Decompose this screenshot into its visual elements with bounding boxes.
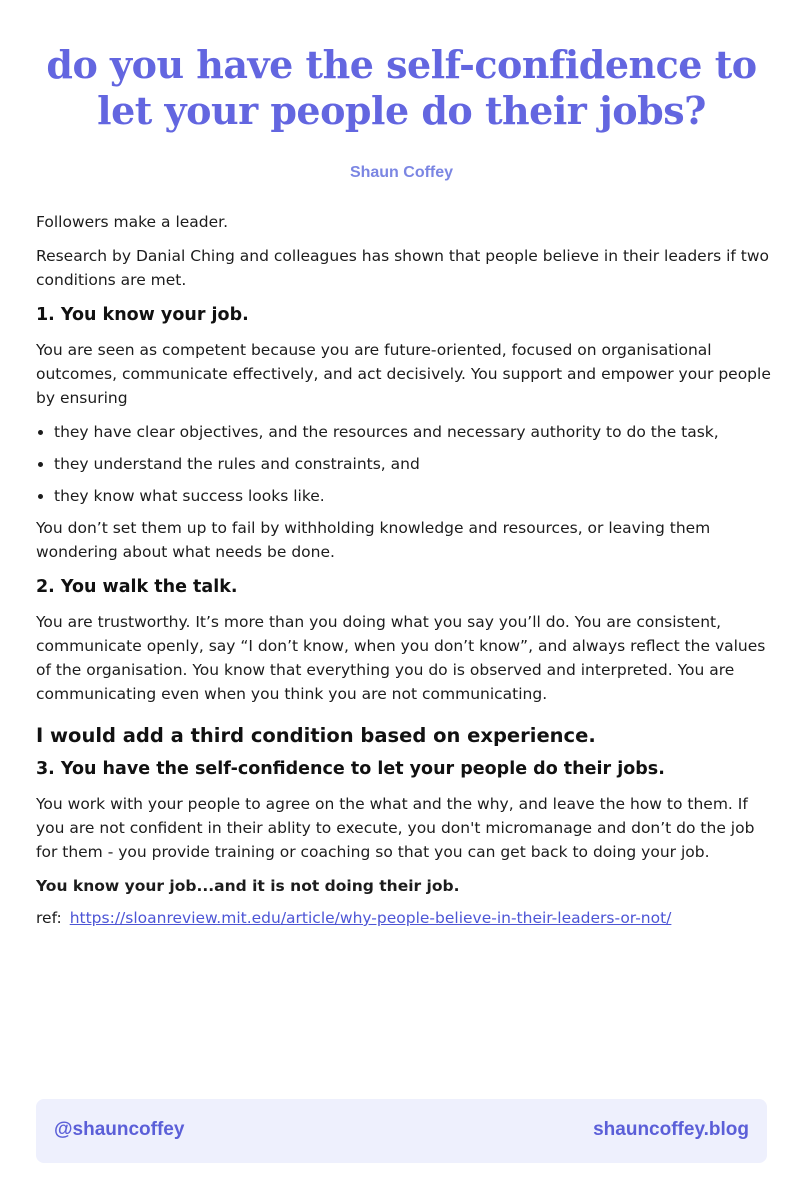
section-1-paragraph-1: You are seen as competent because you are future-oriented, focused on organisational outcomes, communicate effectively, and act decisively. You support and empower your people by ensuring [36, 341, 771, 407]
list-item: • they have clear objectives, and the resources and necessary authority to do the task, [54, 420, 776, 444]
intro-paragraph-1: Followers make a leader. [36, 213, 229, 231]
intro-paragraph-2: Research by Danial Ching and colleagues has shown that people believe in their leaders if two conditions are met. [36, 247, 770, 289]
third-condition-heading: I would add a third condition based on experience. [36, 724, 596, 747]
author-name: Shaun Coffey [349, 164, 454, 181]
reference-line [36, 906, 776, 930]
section-1-paragraph-2: You don’t set them up to fail by withholding knowledge and resources, or leaving them wondering about what needs be done. [36, 519, 711, 561]
page-title: do you have the self-confidence to let your people do their jobs? [46, 42, 757, 133]
section-3-heading: 3. You have the self-confidence to let your people do their jobs. [36, 759, 665, 779]
reference-label: ref: [36, 909, 62, 927]
section-3-paragraph: You work with your people to agree on the what and the why, and leave the how to them. If you are not confident in their ablity to execute, you don't micromanage and don’t do the job for them - you provide training or coaching so that you can get back to doing your job. [36, 795, 755, 861]
social-handle: @shauncoffey [54, 1119, 185, 1140]
list-item: • they know what success looks like. [54, 484, 776, 508]
footer-bar [36, 1099, 767, 1163]
article-body [36, 210, 776, 940]
section-1-bullet-list [36, 420, 776, 508]
blog-url: shauncoffey.blog [593, 1119, 749, 1140]
section-1-heading: 1. You know your job. [36, 305, 249, 325]
reference-link[interactable]: https://sloanreview.mit.edu/article/why-people-believe-in-their-leaders-or-not/ [69, 909, 672, 927]
section-2-heading: 2. You walk the talk. [36, 577, 238, 597]
closing-statement: You know your job...and it is not doing their job. [36, 877, 460, 895]
section-2-paragraph: You are trustworthy. It’s more than you doing what you say you’ll do. You are consistent, communicate openly, say “I don’t know, when you don’t know”, and always reflect the values of the organisation. You know that everything you do is observed and interpreted. You are communicating even when you think you are not communicating. [36, 613, 766, 703]
list-item: • they understand the rules and constraints, and [54, 452, 776, 476]
